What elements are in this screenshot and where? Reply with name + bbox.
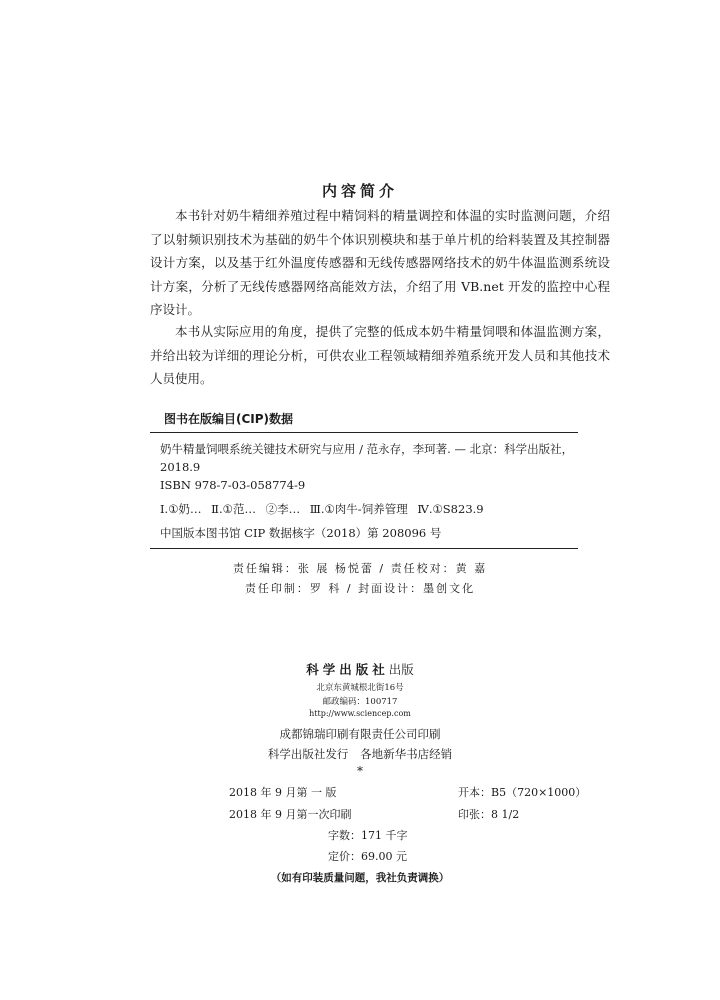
publisher-url: http://www.sciencep.com — [309, 709, 411, 718]
word-count: 字数：171 千字 — [328, 829, 408, 842]
cip-isbn: ISBN 978-7-03-058774-9 — [160, 478, 306, 492]
publisher-address: 北京东黄城根北街16号 — [316, 683, 404, 693]
cip-heading: 图书在版编目(CIP)数据 — [164, 412, 294, 426]
cip-core-data: 中国版本图书馆 CIP 数据核字（2018）第 208096 号 — [160, 526, 442, 540]
distribution-line: 科学出版社发行 各地新华书店经销 — [267, 747, 453, 761]
publisher-postcode: 邮政编码：100717 — [322, 697, 398, 707]
cip-description: 奶牛精量饲喂系统关键技术研究与应用 / 范永存，李珂著. — 北京：科学出版社，2018.9 — [160, 442, 574, 474]
separator-asterisk: * — [357, 764, 363, 778]
publisher-name-suffix: 出版 — [388, 662, 414, 677]
quality-notice: （如有印装质量问题，我社负责调换） — [270, 872, 450, 884]
credits-editors: 责任编辑：张 展 杨悦蕾 / 责任校对：黄 嘉 — [232, 562, 488, 575]
print-date: 2018 年 9 月第一次印刷 — [229, 808, 352, 821]
cip-top-rule — [150, 432, 578, 433]
intro-paragraph-1: 本书针对奶牛精细养殖过程中精饲料的精量调控和体温的实时监测问题，介绍了以射频识别技术为基础的奶牛个体识别模块和基于单片机的给料装置及其控制器设计方案，以及基于红外温度传感器和无线传感器网络技术的奶牛体温监测系统设计方案，分析了无线传感器网络高能效方法，介绍了用 VB.net 开发的监控中心程序设计。 — [150, 208, 610, 317]
cip-classification: Ⅰ.①奶… Ⅱ.①范… ②李… Ⅲ.①肉牛-饲养管理 Ⅳ.①S823.9 — [160, 502, 484, 516]
intro-title: 内容简介 — [321, 182, 398, 200]
credits-production: 责任印制：罗 科 / 封面设计：墨创文化 — [244, 582, 476, 595]
printed-sheets: 印张：8 1/2 — [458, 808, 520, 821]
edition-date: 2018 年 9 月第 一 版 — [229, 786, 337, 799]
intro-paragraph-2: 本书从实际应用的角度，提供了完整的低成本奶牛精量饲喂和体温监测方案，并给出较为详细的理论分析，可供农业工程领域精细养殖系统开发人员和其他技术人员使用。 — [150, 324, 610, 386]
publisher-logo-text: 科学出版社 — [306, 662, 389, 677]
cip-bottom-rule — [150, 548, 578, 549]
price: 定价：69.00 元 — [328, 850, 407, 863]
book-format: 开本：B5（720×1000） — [458, 786, 587, 799]
publisher-name — [0, 660, 720, 678]
printer-line: 成都锦瑞印刷有限责任公司印刷 — [279, 727, 441, 741]
